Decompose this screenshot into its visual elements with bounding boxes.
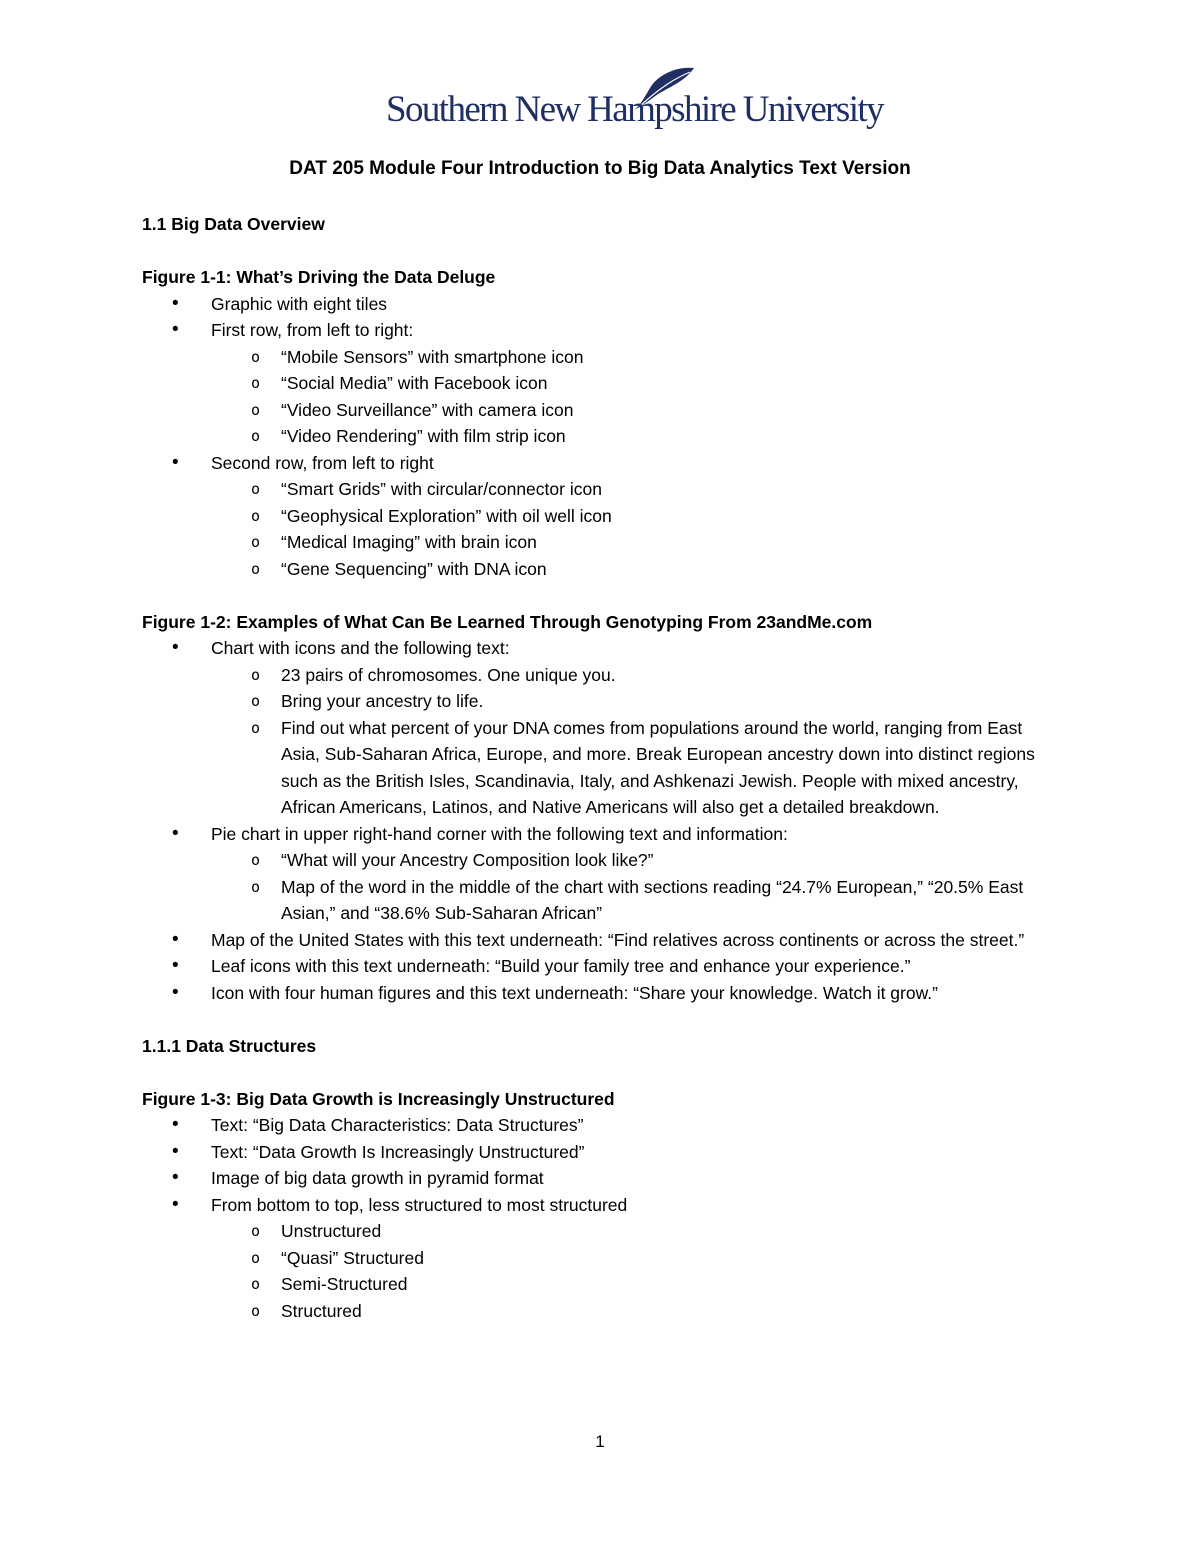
- document-title: DAT 205 Module Four Introduction to Big Data Analytics Text Version: [289, 158, 911, 179]
- sub-list: [211, 476, 1062, 582]
- list-item: • Leaf icons with this text underneath: “Build your family tree and enhance your experience.”: [142, 953, 1062, 980]
- section-heading-big-data-overview: 1.1 Big Data Overview: [142, 214, 325, 234]
- sub-list: [211, 1218, 1062, 1324]
- sub-list-item: o Map of the word in the middle of the chart with sections reading “24.7% European,” “20.5% East Asian,” and “38.6% Sub-Saharan African”: [211, 874, 1062, 927]
- list-item: • Chart with icons and the following text: o 23 pairs of chromosomes. One unique you. o Bring your ancestry to life. o Find out what percent of your DNA comes from populations around the world, ranging from East Asia, Sub-Saharan Africa, Europe, and more. Break European ancestry down into distinct regions such as the British Isles, Scandinavia, Italy, and Ashkenazi Jewish. People with mixed ancestry, African Americans, Latinos, and Native Americans will also get a detailed breakdown.: [142, 635, 1062, 821]
- sub-list-item: o Semi-Structured: [211, 1271, 1062, 1298]
- sub-list-item: o “Smart Grids” with circular/connector icon: [211, 476, 1062, 503]
- figure-1-1-list: [142, 291, 1062, 583]
- sub-list-item: o “Mobile Sensors” with smartphone icon: [211, 344, 1062, 371]
- list-item: • Text: “Data Growth Is Increasingly Unstructured”: [142, 1139, 1062, 1166]
- sub-list-item: o “Gene Sequencing” with DNA icon: [211, 556, 1062, 583]
- figure-1-1-heading: Figure 1-1: What’s Driving the Data Deluge: [142, 267, 496, 287]
- figure-1-3-heading: Figure 1-3: Big Data Growth is Increasingly Unstructured: [142, 1088, 615, 1109]
- sub-list: [211, 662, 1062, 821]
- list-item: • From bottom to top, less structured to most structured o Unstructured o “Quasi” Structured o Semi-Structured o Structured: [142, 1192, 1062, 1325]
- sub-list-item: o “What will your Ancestry Composition look like?”: [211, 847, 1062, 874]
- page-number: 1: [595, 1432, 605, 1451]
- logo-wordmark: Southern New Hampshire University: [386, 89, 883, 130]
- sub-list-item: o Unstructured: [211, 1218, 1062, 1245]
- sub-list-item: o “Video Surveillance” with camera icon: [211, 397, 1062, 424]
- list-item: • Text: “Big Data Characteristics: Data Structures”: [142, 1112, 1062, 1139]
- document-body: [142, 211, 1062, 1324]
- sub-list-item: o “Social Media” with Facebook icon: [211, 370, 1062, 397]
- list-item: • Icon with four human figures and this text underneath: “Share your knowledge. Watch it grow.”: [142, 980, 1062, 1007]
- list-item: • First row, from left to right: o “Mobile Sensors” with smartphone icon o “Social Media” with Facebook icon o “Video Surveillance” with camera icon o “Video Rendering” with film strip icon: [142, 317, 1062, 450]
- sub-list-item: o Find out what percent of your DNA comes from populations around the world, ranging from East Asia, Sub-Saharan Africa, Europe, and more. Break European ancestry down into distinct regions such as the British Isles, Scandinavia, Italy, and Ashkenazi Jewish. People with mixed ancestry, African Americans, Latinos, and Native Americans will also get a detailed breakdown.: [211, 715, 1062, 821]
- sub-list: [211, 344, 1062, 450]
- sub-list-item: o “Geophysical Exploration” with oil well icon: [211, 503, 1062, 530]
- sub-list-item: o “Video Rendering” with film strip icon: [211, 423, 1062, 450]
- sub-list-item: o “Quasi” Structured: [211, 1245, 1062, 1272]
- university-logo: [386, 66, 883, 136]
- section-heading-data-structures: 1.1.1 Data Structures: [142, 1035, 317, 1056]
- list-item: • Map of the United States with this text underneath: “Find relatives across continents or across the street.”: [142, 927, 1062, 954]
- list-item: • Graphic with eight tiles: [142, 291, 1062, 318]
- list-item: • Pie chart in upper right-hand corner with the following text and information: o “What will your Ancestry Composition look like?” o Map of the word in the middle of the chart with sections reading “24.7% European,” “20.5% East Asian,” and “38.6% Sub-Saharan African”: [142, 821, 1062, 927]
- sub-list-item: o Bring your ancestry to life.: [211, 688, 1062, 715]
- figure-1-2-list: [142, 635, 1062, 1006]
- list-item: • Image of big data growth in pyramid format: [142, 1165, 1062, 1192]
- figure-1-3-list: [142, 1112, 1062, 1324]
- figure-1-2-heading: Figure 1-2: Examples of What Can Be Learned Through Genotyping From 23andMe.com: [142, 611, 873, 632]
- sub-list-item: o “Medical Imaging” with brain icon: [211, 529, 1062, 556]
- sub-list: [211, 847, 1062, 927]
- sub-list-item: o 23 pairs of chromosomes. One unique you.: [211, 662, 1062, 689]
- sub-list-item: o Structured: [211, 1298, 1062, 1325]
- list-item: • Second row, from left to right o “Smart Grids” with circular/connector icon o “Geophysical Exploration” with oil well icon o “Medical Imaging” with brain icon o “Gene Sequencing” with DNA icon: [142, 450, 1062, 583]
